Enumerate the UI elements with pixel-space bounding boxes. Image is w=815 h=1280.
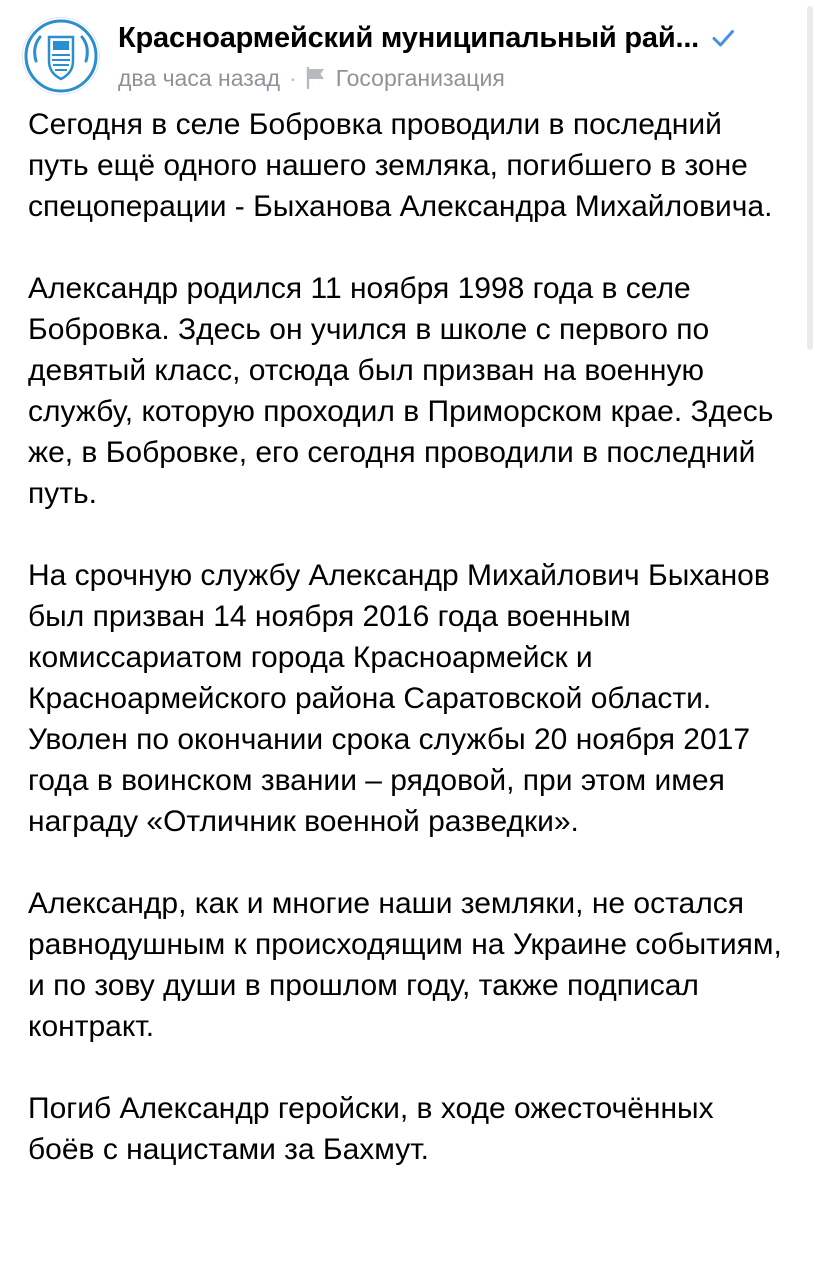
post-paragraph: Александр родился 11 ноября 1998 года в селе Бобровка. Здесь он учился в школе с первого по девятый класс, отсюда был призван на военную службу, которую проходил в Приморском крае. Здесь же, в Бобровке, его сегодня проводили в последний путь. (28, 272, 774, 510)
post-paragraph: На срочную службу Александр Михайлович Быханов был призван 14 ноября 2016 года военным комиссариатом города Красноармейск и Красноармейского района Саратовской области. Уволен по окончании срока службы 20 ноября 2017 года в воинском звании – рядовой, при этом имея награду «Отличник военной разведки». (28, 559, 770, 838)
post-header (22, 14, 802, 98)
avatar[interactable] (22, 17, 100, 95)
author-name[interactable]: Красноармейский муниципальный рай... (118, 21, 700, 54)
post-paragraph: Сегодня в селе Бобровка проводили в последний путь ещё одного нашего земляка, погибшего в зоне спецоперации - Быханова Александра Михайловича. (28, 108, 773, 223)
title-row (118, 18, 802, 58)
post-paragraph: Погиб Александр геройски, в ходе ожесточённых боёв с нацистами за Бахмут. (28, 1092, 714, 1166)
coat-of-arms-icon (22, 17, 100, 95)
post-text (28, 104, 788, 1211)
meta-separator: · (289, 64, 297, 91)
post-meta (118, 62, 505, 94)
post-paragraph: Александр, как и многие наши земляки, не остался равнодушным к происходящим на Украине событиям, и по зову души в прошлом году, также подписал контракт. (28, 887, 782, 1043)
post-category: Госорганизация (335, 64, 505, 91)
checkmark-icon (711, 26, 735, 50)
post-time[interactable]: два часа назад (118, 64, 281, 91)
flag-icon (306, 67, 326, 89)
scrollbar-thumb[interactable] (807, 6, 813, 350)
